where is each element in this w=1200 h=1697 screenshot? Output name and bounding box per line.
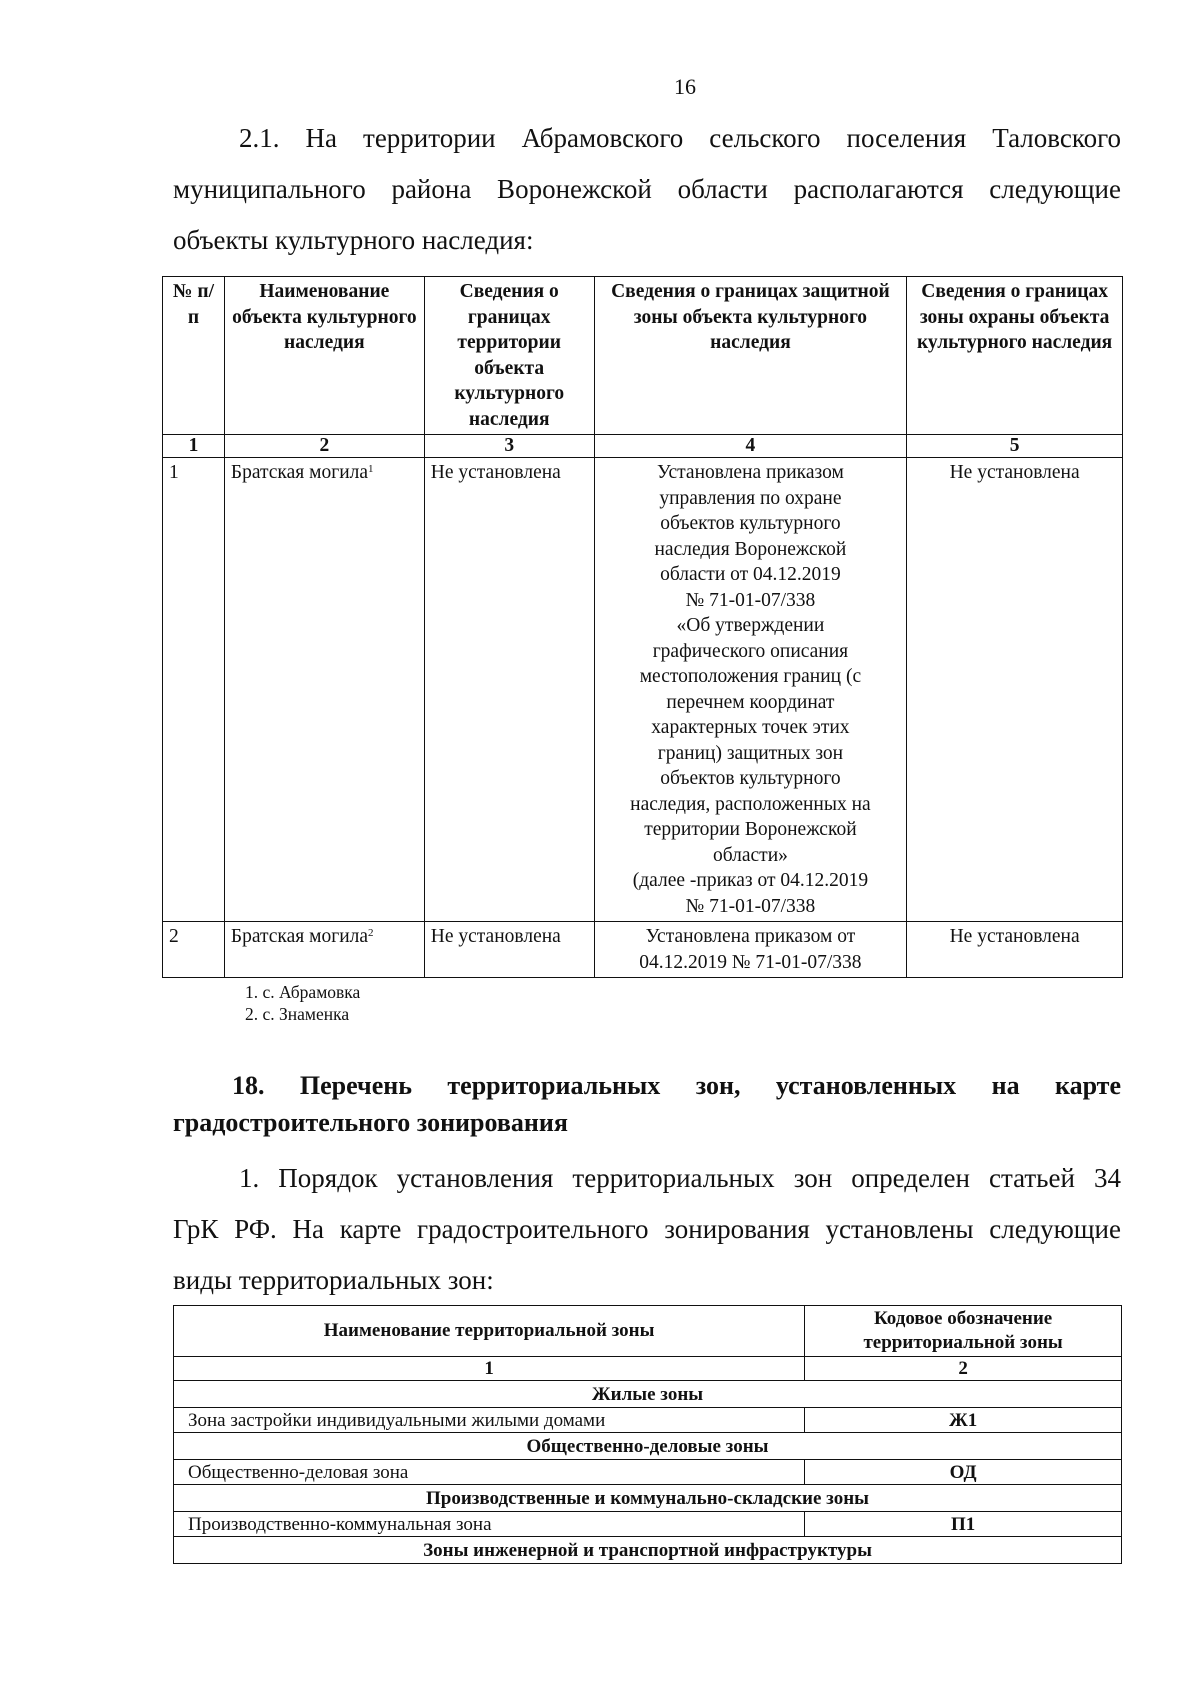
header-protective-zone: Сведения о границах защитной зоны объекта культурного наследия (594, 277, 907, 435)
heritage-table-column-numbers (163, 435, 1123, 458)
zone-group-row (174, 1381, 1122, 1408)
header-number: № п/п (163, 277, 225, 435)
zone-name: Производственно-коммунальная зона (174, 1512, 805, 1537)
section-heading-line-1: 18. Перечень территориальных зон, установленных на карте (232, 1071, 1121, 1100)
header-object-name: Наименование объекта культурного наследия (224, 277, 424, 435)
intro-line-2: муниципального района Воронежской области располагаются следующие (173, 174, 1121, 204)
zone-group-title: Жилые зоны (174, 1381, 1122, 1408)
footnotes (245, 981, 360, 1025)
heritage-table-header (163, 277, 1123, 435)
column-number: 3 (424, 435, 594, 458)
intro-line-1: 2.1. На территории Абрамовского сельского поселения Таловского (239, 123, 1121, 153)
table-row (174, 1460, 1122, 1485)
table-row (163, 458, 1123, 922)
table-row (174, 1512, 1122, 1537)
header-territory: Сведения о границах территории объекта культурного наследия (424, 277, 594, 435)
page-number: 16 (674, 74, 696, 99)
zones-table (173, 1305, 1122, 1564)
column-number: 2 (224, 435, 424, 458)
intro-line-3: объекты культурного наследия: (173, 225, 534, 255)
protective-zone-info: Установлена приказом управления по охране объектов культурного наследия Воронежской области от 04.12.2019 № 71-01-07/338 «Об утверждении графического описания местоположения границ (с перечнем координат характерных точек этих границ) защитных зон объектов культурного наследия, расположенных на территории Воронежской области» (далее -приказ от 04.12.2019 № 71-01-07/338 (594, 458, 907, 922)
security-zone-info: Не установлена (907, 458, 1123, 922)
territory-info: Не установлена (424, 458, 594, 922)
paragraph-line-2: ГрК РФ. На карте градостроительного зонирования установлены следующие (173, 1214, 1121, 1244)
column-number: 1 (174, 1357, 805, 1381)
footnote: 2. с. Знаменка (245, 1004, 350, 1024)
zone-name: Зона застройки индивидуальными жилыми домами (174, 1408, 805, 1433)
territory-info: Не установлена (424, 922, 594, 978)
footnote: 1. с. Абрамовка (245, 982, 361, 1002)
object-name: Братская могила$^1$ (224, 458, 424, 922)
table-row (163, 922, 1123, 978)
heritage-table (162, 276, 1123, 978)
column-number: 1 (163, 435, 225, 458)
paragraph-line-1: 1. Порядок установления территориальных зон определен статьей 34 (239, 1163, 1121, 1193)
paragraph-zones (173, 1153, 1121, 1306)
object-name: Братская могила$^2$ (224, 922, 424, 978)
row-number: 2 (163, 922, 225, 978)
column-number: 5 (907, 435, 1123, 458)
zone-group-title: Производственные и коммунально-складские зоны (174, 1485, 1122, 1512)
zone-group-row (174, 1485, 1122, 1512)
header-zone-code: Кодовое обозначение территориальной зоны (805, 1306, 1122, 1357)
table-row (174, 1408, 1122, 1433)
zone-group-row (174, 1433, 1122, 1460)
column-number: 4 (594, 435, 907, 458)
protective-zone-info: Установлена приказом от 04.12.2019 № 71-01-07/338 (594, 922, 907, 978)
zone-code: П1 (805, 1512, 1122, 1537)
zone-code: Ж1 (805, 1408, 1122, 1433)
zone-code: ОД (805, 1460, 1122, 1485)
intro-paragraph (173, 113, 1121, 266)
row-number: 1 (163, 458, 225, 922)
paragraph-line-3: виды территориальных зон: (173, 1265, 494, 1295)
header-zone-name: Наименование территориальной зоны (174, 1306, 805, 1357)
section-heading (173, 1067, 1121, 1141)
zones-table-header (174, 1306, 1122, 1357)
section-heading-line-2: градостроительного зонирования (173, 1108, 568, 1137)
column-number: 2 (805, 1357, 1122, 1381)
header-security-zone: Сведения о границах зоны охраны объекта культурного наследия (907, 277, 1123, 435)
zone-group-row (174, 1537, 1122, 1564)
security-zone-info: Не установлена (907, 922, 1123, 978)
zones-table-column-numbers (174, 1357, 1122, 1381)
zone-name: Общественно-деловая зона (174, 1460, 805, 1485)
zone-group-title: Зоны инженерной и транспортной инфраструктуры (174, 1537, 1122, 1564)
zone-group-title: Общественно-деловые зоны (174, 1433, 1122, 1460)
